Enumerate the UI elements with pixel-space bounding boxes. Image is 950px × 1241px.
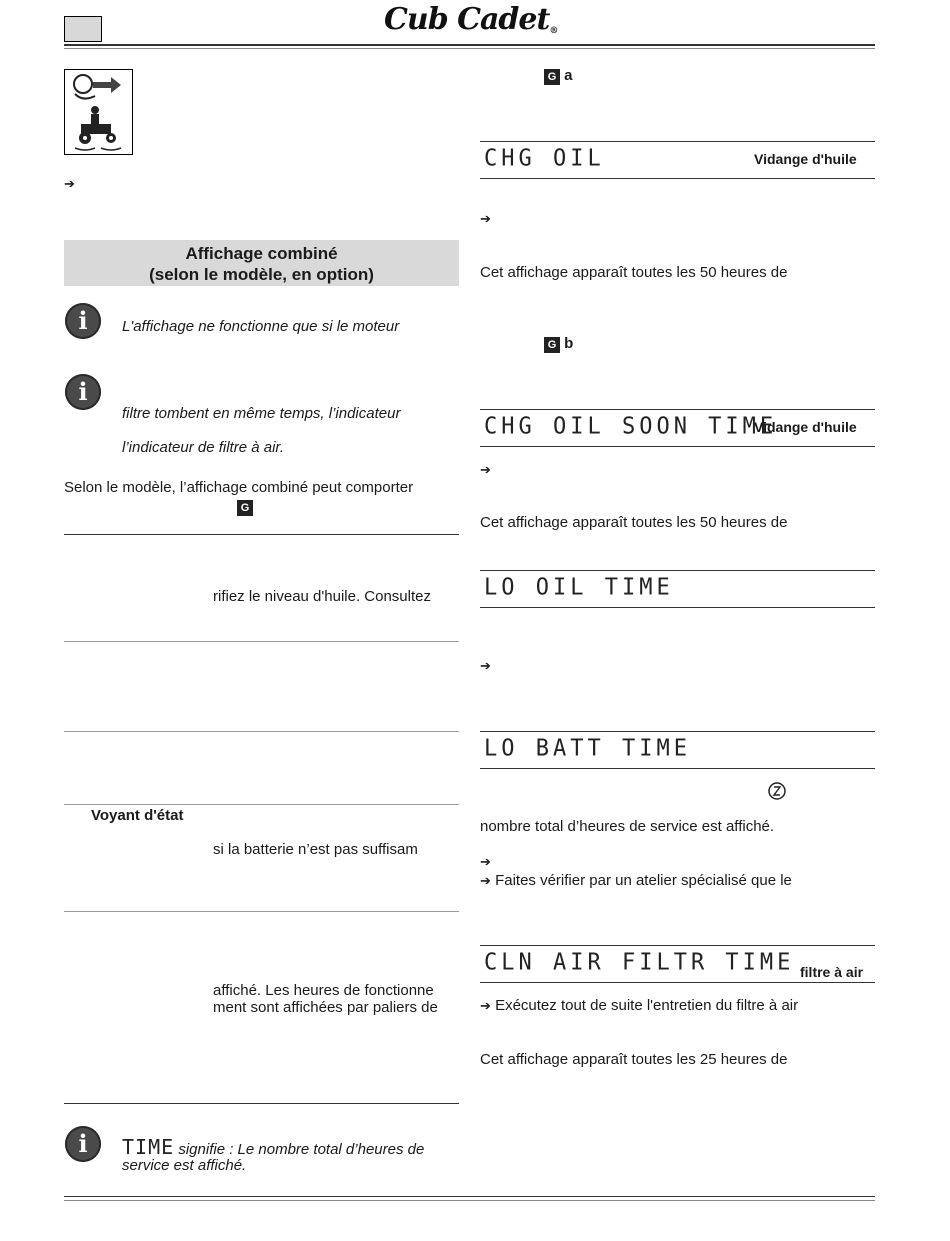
figure-ref-g: G bbox=[237, 498, 253, 516]
header-rule bbox=[64, 44, 875, 46]
lcd-chg-oil-soon: CHG OIL SOON TIME bbox=[484, 413, 778, 440]
right-arrow-icon: ➔ bbox=[480, 462, 491, 477]
table-rule bbox=[64, 1103, 459, 1104]
note-text: filtre tombent en même temps, l’indicateur bbox=[122, 405, 401, 422]
table-rule bbox=[64, 731, 459, 732]
lcd-rule bbox=[480, 731, 875, 732]
lcd-rule bbox=[480, 141, 875, 142]
note-text: service est affiché. bbox=[122, 1157, 247, 1174]
lcd-label: Vidange d'huile bbox=[754, 151, 857, 167]
tractor-icon bbox=[65, 70, 132, 154]
brand-logo: Cub Cadet® bbox=[384, 2, 558, 37]
table-rule bbox=[64, 641, 459, 642]
lcd-rule bbox=[480, 409, 875, 410]
table-cell-text: rifiez le niveau d'huile. Consultez bbox=[213, 588, 431, 605]
clock-icon bbox=[767, 781, 787, 806]
info-icon: i bbox=[65, 374, 101, 410]
right-arrow-icon: ➔ bbox=[480, 658, 491, 673]
illustration-box bbox=[64, 69, 133, 155]
intro-text: Selon le modèle, l’affichage combiné peut comporter bbox=[64, 479, 414, 496]
lcd-lo-oil: LO OIL TIME bbox=[484, 574, 674, 601]
page-number-box bbox=[64, 16, 102, 42]
figure-ref-ga: G a bbox=[544, 67, 573, 85]
body-text: Cet affichage apparaît toutes les 25 heures de bbox=[480, 1051, 788, 1068]
lcd-chg-oil: CHG OIL bbox=[484, 145, 605, 172]
info-icon: i bbox=[65, 1126, 101, 1162]
footer-rule bbox=[64, 1196, 875, 1197]
table-header-status-light: Voyant d'état bbox=[91, 807, 184, 824]
footer-rule-thin bbox=[64, 1200, 875, 1201]
table-cell-text: ment sont affichées par paliers de bbox=[213, 999, 438, 1016]
lcd-rule bbox=[480, 178, 875, 179]
lcd-cln-air-filtr: CLN AIR FILTR TIME bbox=[484, 949, 795, 976]
body-text: ➔ Faites vérifier par un atelier spécialisé que le bbox=[480, 872, 792, 889]
table-rule bbox=[64, 534, 459, 535]
info-icon: i bbox=[65, 303, 101, 339]
lcd-rule bbox=[480, 945, 875, 946]
lcd-rule bbox=[480, 607, 875, 608]
note-text: l’indicateur de filtre à air. bbox=[122, 439, 285, 456]
body-text: Cet affichage apparaît toutes les 50 heures de bbox=[480, 264, 788, 281]
body-text: Cet affichage apparaît toutes les 50 heures de bbox=[480, 514, 788, 531]
right-arrow-icon: ➔ bbox=[480, 211, 491, 226]
lcd-rule bbox=[480, 982, 875, 983]
header-rule-thin bbox=[64, 48, 875, 49]
note-text: L'affichage ne fonctionne que si le moteur bbox=[122, 318, 400, 335]
table-rule bbox=[64, 804, 459, 805]
body-text: nombre total d’heures de service est affiché. bbox=[480, 818, 775, 835]
table-cell-text: affiché. Les heures de fonctionne bbox=[213, 982, 434, 999]
section-title: Affichage combiné (selon le modèle, en option) bbox=[64, 240, 459, 286]
lcd-label: Vidange d'huile bbox=[754, 419, 857, 435]
right-arrow-icon: ➔ bbox=[480, 854, 491, 869]
figure-ref-gb: G b bbox=[544, 335, 573, 353]
table-rule bbox=[64, 911, 459, 912]
right-arrow-icon: ➔ bbox=[64, 176, 75, 191]
lcd-lo-batt: LO BATT TIME bbox=[484, 735, 691, 762]
note-time: TIME signifie : Le nombre total d’heures de bbox=[122, 1135, 425, 1159]
table-cell-text: si la batterie n’est pas suffisam bbox=[213, 841, 418, 858]
lcd-rule bbox=[480, 768, 875, 769]
lcd-rule bbox=[480, 570, 875, 571]
lcd-label: filtre à air bbox=[800, 964, 864, 980]
body-text: ➔ Exécutez tout de suite l'entretien du filtre à air bbox=[480, 997, 799, 1014]
lcd-rule bbox=[480, 446, 875, 447]
